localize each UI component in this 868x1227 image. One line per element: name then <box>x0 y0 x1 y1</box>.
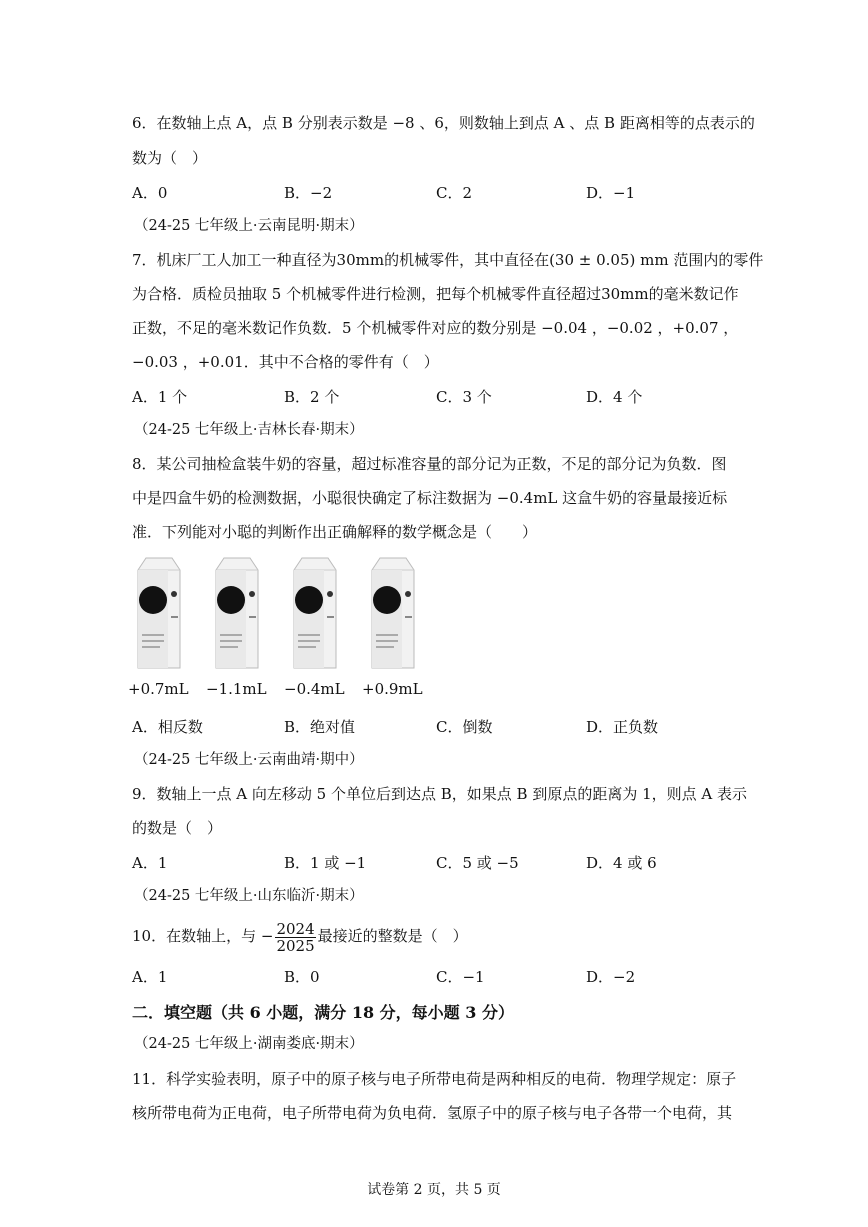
q9-options <box>132 852 752 872</box>
q10-option-d: D．−2 <box>586 968 636 986</box>
q7-text-line2: 为合格．质检员抽取 5 个机械零件进行检测，把每个机械零件直径超过30mm的毫米数记作 <box>132 285 739 303</box>
q9-source: （24-25 七年级上·云南曲靖·期中） <box>134 752 364 768</box>
milk-carton-1 <box>134 556 184 670</box>
page-footer: 试卷第 2 页，共 5 页 <box>367 1182 501 1198</box>
q9-text-line2: 的数是（ ） <box>132 819 223 837</box>
q8-source: （24-25 七年级上·吉林长春·期末） <box>134 422 364 438</box>
milk-carton-2 <box>212 556 262 670</box>
milk-carton-4 <box>368 556 418 670</box>
q8-options <box>132 716 752 736</box>
milk-carton-figure <box>134 556 454 672</box>
q10-option-c: C．−1 <box>436 968 485 986</box>
q7-text-line4: −0.03 ，+0.01．其中不合格的零件有（ ） <box>132 353 439 371</box>
q7-text-line1: 7．机床厂工人加工一种直径为30mm的机械零件，其中直径在(30 ± 0.05) mm 范围内的零件 <box>132 251 764 269</box>
q6-option-a: A．0 <box>132 184 168 202</box>
milk-carton-3 <box>290 556 340 670</box>
carton-label-2: −1.1mL <box>206 680 267 698</box>
q11-text-line2: 核所带电荷为正电荷，电子所带电荷为负电荷．氢原子中的原子核与电子各带一个电荷，其 <box>132 1104 733 1122</box>
q8-text-line3: 准．下列能对小聪的判断作出正确解释的数学概念是（ ） <box>132 523 538 541</box>
q8-option-b: B．绝对值 <box>284 718 356 736</box>
carton-label-3: −0.4mL <box>284 680 345 698</box>
q8-option-a: A．相反数 <box>132 718 203 736</box>
milk-carton-labels <box>128 680 428 700</box>
q6-text-line2: 数为（ ） <box>132 149 208 167</box>
q6-text-line1: 6．在数轴上点 A，点 B 分别表示数是 −8 、6，则数轴上到点 A 、点 B 距离相等的点表示的 <box>132 114 755 132</box>
q6-option-d: D．−1 <box>586 184 636 202</box>
q6-option-b: B．−2 <box>284 184 333 202</box>
q6-option-c: C．2 <box>436 184 473 202</box>
q9-option-d: D．4 或 6 <box>586 854 657 872</box>
q7-source: （24-25 七年级上·云南昆明·期末） <box>134 218 364 234</box>
q10-text <box>132 918 468 954</box>
q9-option-b: B．1 或 −1 <box>284 854 367 872</box>
section-title-fill-in: 二．填空题（共 6 小题，满分 18 分，每小题 3 分） <box>132 1003 514 1022</box>
carton-label-4: +0.9mL <box>362 680 423 698</box>
q8-option-c: C．倒数 <box>436 718 493 736</box>
q7-option-d: D．4 个 <box>586 388 643 406</box>
q7-options <box>132 386 752 406</box>
q10-numerator: 2024 <box>276 919 315 938</box>
q6-options <box>132 182 752 202</box>
q7-option-a: A．1 个 <box>132 388 188 406</box>
q9-option-a: A．1 <box>132 854 168 872</box>
q9-option-c: C．5 或 −5 <box>436 854 519 872</box>
q11-source: （24-25 七年级上·湖南娄底·期末） <box>134 1036 364 1052</box>
q7-option-b: B．2 个 <box>284 388 340 406</box>
q10-denominator: 2025 <box>276 936 315 955</box>
q10-option-b: B．0 <box>284 968 320 986</box>
q8-text-line1: 8．某公司抽检盒装牛奶的容量，超过标准容量的部分记为正数，不足的部分记为负数．图 <box>132 455 727 473</box>
q8-option-d: D．正负数 <box>586 718 659 736</box>
q10-prefix: 10．在数轴上，与 − <box>132 927 274 945</box>
q7-text-line3: 正数，不足的毫米数记作负数．5 个机械零件对应的数分别是 −0.04 ，−0.02 ，+0.07 ， <box>132 319 739 337</box>
q10-option-a: A．1 <box>132 968 168 986</box>
q7-option-c: C．3 个 <box>436 388 492 406</box>
q9-text-line1: 9．数轴上一点 A 向左移动 5 个单位后到达点 B，如果点 B 到原点的距离为 1，则点 A 表示 <box>132 785 748 803</box>
q10-fraction <box>275 921 315 954</box>
q10-options <box>132 966 752 986</box>
q11-text-line1: 11．科学实验表明，原子中的原子核与电子所带电荷是两种相反的电荷．物理学规定：原子 <box>132 1070 737 1088</box>
q10-suffix: 最接近的整数是（ ） <box>317 927 468 945</box>
carton-label-1: +0.7mL <box>128 680 189 698</box>
q10-source: （24-25 七年级上·山东临沂·期末） <box>134 888 364 904</box>
q8-text-line2: 中是四盒牛奶的检测数据，小聪很快确定了标注数据为 −0.4mL 这盒牛奶的容量最接近标 <box>132 489 728 507</box>
